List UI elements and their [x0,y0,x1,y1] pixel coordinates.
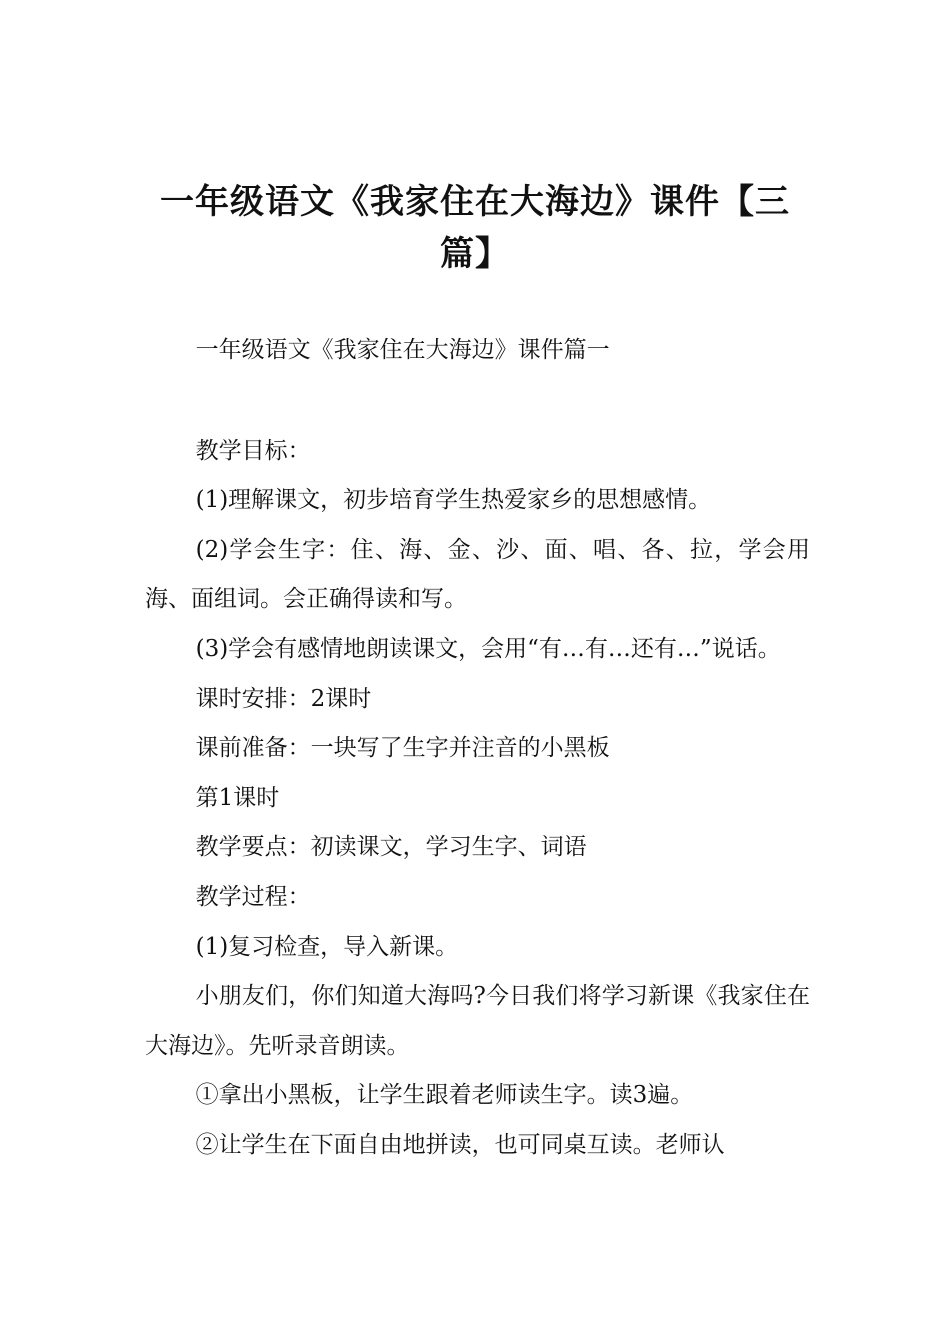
paragraph: 教学目标： [195,437,311,464]
paragraph: ①拿出小黑板，让学生跟着老师读生字。读3遍。 [195,1082,694,1109]
document-title: 一年级语文《我家住在大海边》课件【三篇】 [160,182,790,274]
paragraph: 课时安排：2课时 [195,685,372,712]
paragraph: 第1课时 [195,784,280,811]
paragraph: (1)理解课文，初步培育学生热爱家乡的思想感情。 [195,487,712,514]
paragraph: (2)学会生字：住、海、金、沙、面、唱、各、拉，学会用海、面组词。会正确得读和写。 [145,536,810,613]
section-heading: 一年级语文《我家住在大海边》课件篇一 [195,337,610,363]
paragraph: 教学要点：初读课文，学习生字、词语 [195,834,587,861]
paragraph: (3)学会有感情地朗读课文，会用“有…有…还有…”说话。 [195,635,781,662]
paragraph: (1)复习检查，导入新课。 [195,933,459,960]
paragraph: 小朋友们，你们知道大海吗?今日我们将学习新课《我家住在大海边》。先听录音朗读。 [145,983,810,1059]
paragraph: 课前准备：一块写了生字并注音的小黑板 [195,735,610,762]
document-body [145,326,810,1171]
paragraph: 教学过程： [195,883,311,910]
paragraph: ②让学生在下面自由地拼读，也可同桌互读。老师认 [195,1131,725,1158]
